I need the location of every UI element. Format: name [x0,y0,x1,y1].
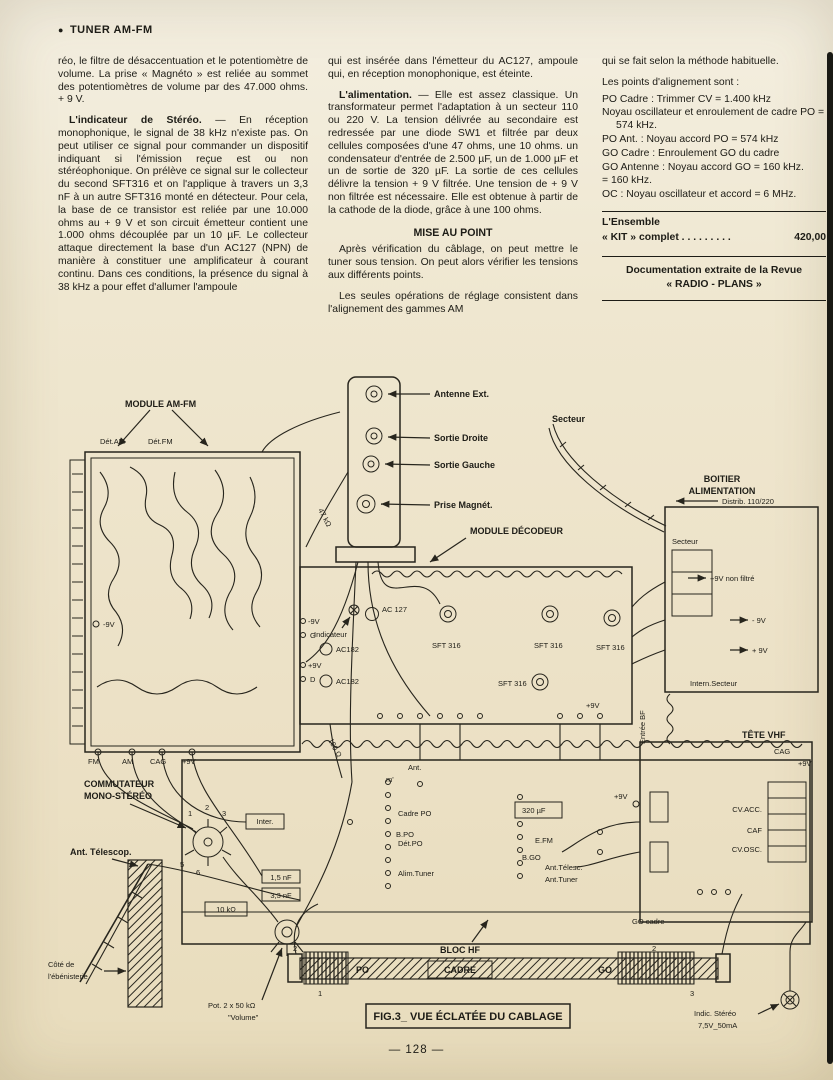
label-15nf: 1,5 nF [270,873,292,882]
label-am: AM [122,757,134,766]
terminal-strip [348,780,603,889]
ferrite-rod-cadre [288,944,730,998]
label-ac182: AC182 [336,677,359,686]
label-sft316: SFT 316 [596,643,625,652]
label-go-cadre: GO cadre [632,917,665,926]
label-fig3: FIG.3_ VUE ÉCLATÉE DU CABLAGE [373,1011,563,1023]
alignment-points-list [602,94,826,202]
label-plus9v-out: + 9V [752,646,768,655]
kit-price: 420,00 [794,231,826,243]
label-tete-vhf: TÊTE VHF [742,730,786,740]
divider [602,211,826,212]
transistor-sft316 [542,606,558,622]
label-sortie-droite: Sortie Droite [434,433,489,443]
pin-number: 2 [205,803,210,812]
label-minus9v: -9V [308,617,320,626]
doc-line2: « RADIO - PLANS » [666,278,762,290]
paragraph: Après vérification du câblage, on peut mettre le tuner sous tension. On peut alors vérifier les tensions aux différents points. [328,244,578,281]
tete-vhf [614,729,812,922]
label-plus9v: +9V [798,759,812,768]
label-bloc-hf: BLOC HF [440,945,480,955]
label-plus9v: +9V [614,792,628,801]
column-left [58,56,308,294]
paragraph [328,90,578,218]
label-cv-acc: CV.ACC. [732,805,762,814]
label-g: G [310,631,316,640]
transformer-lines [672,572,712,594]
pin [93,621,99,627]
arrow [385,464,430,465]
label-ant-telescop: Ant. Télescop. [70,847,132,857]
doc-line1: Documentation extraite de la Revue [625,264,803,276]
page-number: — 128 — [388,1044,445,1056]
pin [301,619,306,624]
module-amfm-box [85,452,300,752]
label-cadre-po: Cadre PO [398,809,432,818]
tuning-capacitor [768,782,806,862]
transistor-sft316 [440,606,456,622]
label-distrib: Distrib. 110/220 [722,497,774,506]
arrow [342,617,350,628]
kit-price-row [602,232,826,245]
decodeur-bottom-pins [378,714,603,719]
column-right [602,56,826,301]
jack-droite [366,428,382,444]
label-320uf: 320 µF [522,806,546,815]
connector-ticks [72,474,83,726]
page-title: TUNER AM-FM [69,24,153,36]
label-indic-2: 7,5V_50mA [698,1021,738,1030]
figure-caption [366,1004,570,1028]
label-47k: 47 kΩ [316,506,334,529]
label-det-po: Dét.PO [398,839,423,848]
transistor-ac182 [320,643,332,655]
label-commutateur-1: COMMUTATEUR [84,779,155,789]
module-amfm-inner [91,458,294,746]
switch [193,827,223,857]
label-plus9v: +9V [182,757,196,766]
label-d: D [310,675,316,684]
pin [301,663,306,668]
pcb-traces [97,467,262,694]
label-commutateur-2: MONO-STÉRÉO [84,791,153,801]
label-entree-bf: Entrée BF [638,710,647,744]
label-antenne-ext: Antenne Ext. [434,389,490,399]
capacitor-plates [768,798,806,846]
list-item: GO Antenne : Noyau accord GO = 160 kHz. [602,161,804,173]
label-pot-1: Pot. 2 x 50 kΩ [208,1001,256,1010]
paragraph: qui se fait selon la méthode habituelle. [602,56,779,67]
pin-number: 1 [318,989,323,998]
label-ac127: AC 127 [382,605,408,614]
paragraph: qui est insérée dans l'émetteur du AC127, ampoule qui, en réception monophonique, est éteinte. [328,56,578,80]
list-item: Noyau oscillateur et enroulement de cadre PO = 574 kHz. [602,107,825,132]
transformer [672,550,712,616]
label-secteur: Secteur [552,414,586,424]
label-secteur-in: Secteur [672,537,698,546]
label-cv-osc: CV.OSC. [731,845,762,854]
module-amfm [70,399,300,766]
pin [301,633,306,638]
bloc-hf-chassis [182,741,810,956]
paragraph: réo, le filtre de désaccentuation et le potentiomètre de volume. La prise « Magnéto » est reliée au sommet des potentiomètres de volume par des 47.000 ohms. + 9 V. [58,56,308,106]
pin-number: 2 [652,944,657,953]
paragraph: Les seules opérations de réglage consistent dans l'alignement des gammes AM [328,290,578,315]
label-10k: 10 kΩ [216,905,236,914]
alim-box [665,507,818,692]
pin-number: 2 [293,944,298,953]
label-b-po: B.PO [396,830,414,839]
plate-base [336,547,415,562]
transistor-ac127 [366,608,379,621]
documentation-note [602,256,826,301]
pin [633,801,639,807]
label-boitier-2: ALIMENTATION [688,486,756,496]
cabinet-wall [128,860,162,1007]
transistor-sft316 [532,674,548,690]
kit-line: « KIT » complet . . . . . . . . . [602,231,731,243]
arrow [430,538,466,562]
label-minus9v-out: - 9V [752,616,766,625]
list-item: = 160 kHz. [602,175,652,187]
label-ant: Ant. [408,763,422,772]
vhf-box [640,742,812,922]
pin-number: 3 [222,809,227,818]
secteur-cord [549,414,666,532]
run-head-indicateur: L'indicateur de Stéréo. [69,115,202,127]
label-9v-nonfiltre: +9V non filtré [710,574,755,583]
label-pot-2: "Volume" [228,1013,259,1022]
label-boitier-1: BOITIER [703,474,741,484]
label-det-am: Dét.AM [100,437,126,446]
paragraph-text: — En réception monophonique, le signal de 38 kHz n'existe pas. On peut utiliser ce signal pour commander un dispositif indiquant si l'émission reçue est ou non stéréophonique. On prélève ce signal sur le collecteur du second SFT316 et on l'applique à travers un 3,3 nF à un autre SFT316 monté en détecteur. Pour cela, la base de ce transistor est reliée par une 10.000 ohms au + 9 V et son circuit émetteur contient une 1.000 ohms découplée par un 10 µF. Le collecteur attaque directement la base d'un AC127 (NPN) de manière à constituer une amplificateur à courant continu. Dans ces conditions, la présence du signal à 38 kHz a pour effet d'allumer l'ampoule [58,115,308,293]
label-sft316: SFT 316 [498,679,527,688]
label-plus9v: +9V [586,701,600,710]
bullet-icon: ● [58,25,64,35]
label-ant-telesc: Ant.Télesc. [545,863,583,872]
pin [712,890,717,895]
label-inter: Inter. [256,817,274,826]
label-plus9v: +9V [308,661,322,670]
arrow [130,804,186,828]
list-item: PO Cadre : Trimmer CV = 1.400 kHz [602,93,771,105]
label-sft316: SFT 316 [534,641,563,650]
label-100ohm: 100 Ω [326,736,344,759]
jack-antenne [366,386,382,402]
label-e-fm: E.FM [535,836,553,845]
label-module-amfm: MODULE AM-FM [125,399,197,409]
pin [698,890,703,895]
wires [632,582,665,664]
coil-po [304,952,348,984]
label-m-prime: m' [386,775,394,784]
label-cote-1: Côté de [48,960,75,969]
list-item: GO Cadre : Enroulement GO du cadre [602,147,780,159]
module-decodeur [300,526,647,744]
paragraph: Les points d'alignement sont : [602,76,740,88]
edge-connector [70,460,85,744]
label-cag: CAG [150,757,167,766]
label-indicateur: Indicateur [314,630,347,639]
label-sft316: SFT 316 [432,641,461,650]
label-33nf: 3,3 nF [270,891,292,900]
label-intern-secteur: Intern.Secteur [690,679,738,688]
label-fm: FM [88,757,99,766]
paragraph [58,115,308,294]
label-minus9v: -9V [103,620,115,629]
pin-number: 5 [180,860,185,869]
arrow [472,920,488,942]
chassis [182,760,810,944]
label-po: PO [356,965,370,975]
label-sortie-gauche: Sortie Gauche [434,460,496,470]
kit-label: L'Ensemble [602,216,660,228]
pin-number: 1 [188,809,193,818]
label-cag: CAG [774,747,791,756]
pin [301,677,306,682]
arrow [381,504,430,505]
wiring-diagram-fig3 [0,352,833,1052]
telescopic-antenna [48,847,162,1007]
small-components [205,507,344,916]
pin-number: 3 [690,989,695,998]
column-middle [328,56,578,316]
transistor-sft316 [604,610,620,626]
transistor-ac182 [320,675,332,687]
run-head-alimentation: L'alimentation. [339,89,412,101]
pin [726,890,731,895]
wire-bundle [667,694,673,744]
arrow [262,948,282,1000]
if-transformer [650,792,668,822]
label-alim-tuner: Alim.Tuner [398,869,434,878]
pin-number: 6 [196,868,201,877]
boitier-alimentation [632,474,818,744]
arrow [758,1004,779,1014]
label-module-decodeur: MODULE DÉCODEUR [470,526,564,536]
label-ant-tuner: Ant.Tuner [545,875,578,884]
label-prise-magnet: Prise Magnét. [434,500,493,510]
jack-gauche [363,456,379,472]
label-cadre: CADRE [443,965,477,975]
label-b-go: B.GO [522,853,541,862]
wire-bundle [372,571,622,577]
coil-go [618,952,694,984]
label-caf: CAF [747,826,762,835]
arrow [172,410,208,446]
arrow [388,437,430,438]
label-go: GO [598,965,613,975]
page-header [58,24,153,36]
label-det-fm: Dét.FM [148,437,173,446]
jack-magneto [357,495,375,513]
label-ac182: AC182 [336,645,359,654]
heading-mise-au-point: MISE AU POINT [413,226,493,239]
lamp-wire [790,922,806,991]
label-cote-2: l'ébénisterie [48,972,88,981]
list-item: OC : Noyau oscillateur et accord = 6 MHz. [602,189,797,201]
label-indic-1: Indic. Stéréo [694,1009,737,1018]
list-item: PO Ant. : Noyau accord PO = 574 kHz [602,133,779,145]
if-transformer [650,842,668,872]
paragraph-text: — Elle est assez classique. Un transformateur permet l'adaptation à un secteur 110 ou 220 V. La tension délivrée au secondaire est redressée par une diode SW1 et filtrée par deux cellules composées d'une 47 ohms, une 10 ohms. un condensateur d'entrée de 2.500 µF, un de 1.000 µF et un de sortie de 320 µF. La sortie de ces cellules délivre la tension + 9 V filtrée. Une tension de + 9 V non filtrée est nécessaire. Elle est obtenue à partir de la cathode de la diode, grâce à une 100 ohms. [328,89,578,216]
